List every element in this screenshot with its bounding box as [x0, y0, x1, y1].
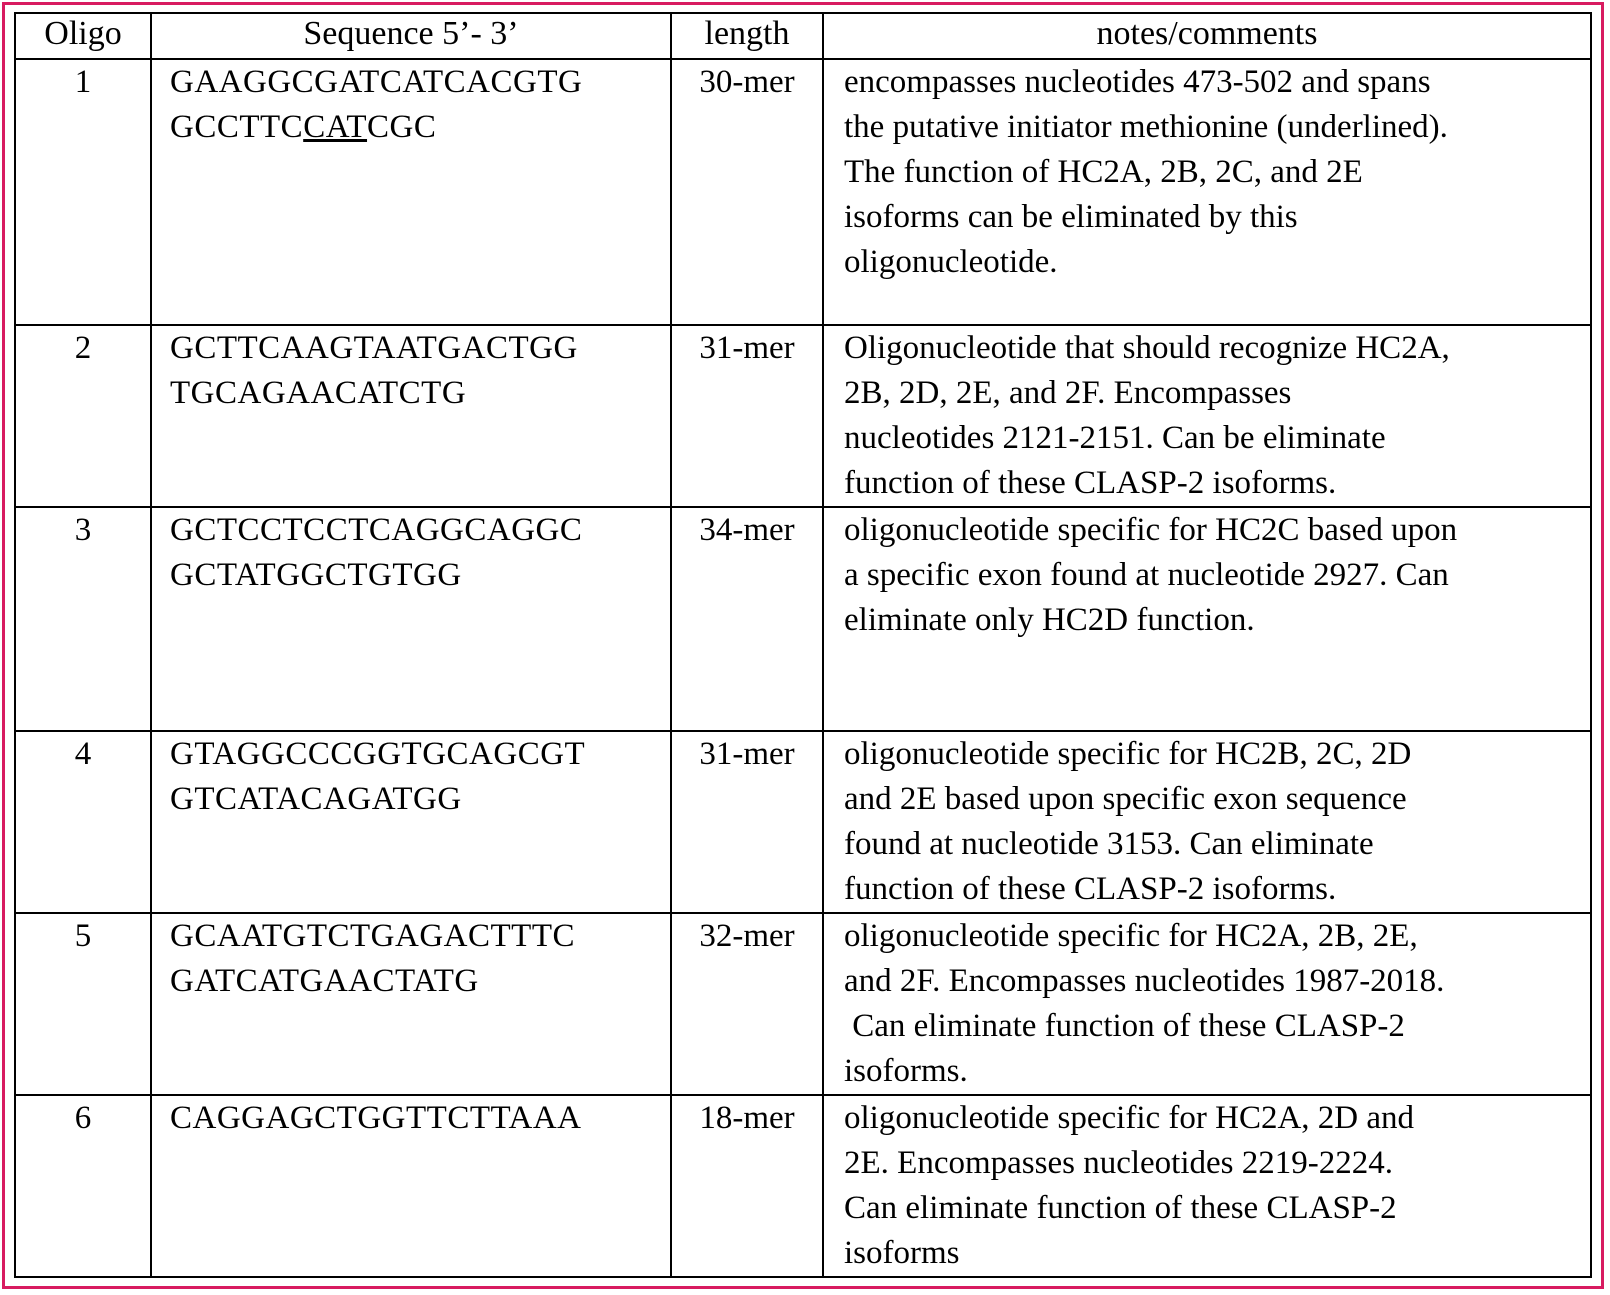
- length-cell: 31-mer: [671, 325, 823, 507]
- note-line: the putative initiator methionine (underlined).: [844, 109, 1448, 145]
- sequence-line: GATCATGAACTATG: [170, 963, 479, 999]
- length-cell: 18-mer: [671, 1095, 823, 1277]
- length-cell: 34-mer: [671, 507, 823, 731]
- length-cell: 32-mer: [671, 913, 823, 1095]
- sequence-line: TGCAGAACATCTG: [170, 375, 467, 411]
- length-cell: 30-mer: [671, 59, 823, 325]
- note-line: oligonucleotide specific for HC2B, 2C, 2D: [844, 736, 1412, 772]
- table-row: [15, 325, 1591, 507]
- notes-cell: [823, 731, 1591, 913]
- header-oligo: Oligo: [15, 13, 151, 59]
- notes-cell: [823, 913, 1591, 1095]
- note-line: and 2E based upon specific exon sequence: [844, 781, 1407, 817]
- sequence-cell: [151, 507, 671, 731]
- notes-cell: [823, 1095, 1591, 1277]
- note-line: 2E. Encompasses nucleotides 2219-2224.: [844, 1145, 1393, 1181]
- note-line: encompasses nucleotides 473-502 and spans: [844, 64, 1431, 100]
- note-line: oligonucleotide specific for HC2A, 2B, 2E,: [844, 918, 1418, 954]
- sequence-line: GTAGGCCCGGTGCAGCGT: [170, 736, 586, 772]
- note-line: Can eliminate function of these CLASP-2: [844, 1008, 1405, 1044]
- oligonucleotide-table: [14, 12, 1592, 1278]
- note-line: Can eliminate function of these CLASP-2: [844, 1190, 1397, 1226]
- oligo-number: 4: [15, 731, 151, 913]
- note-line: oligonucleotide specific for HC2A, 2D and: [844, 1100, 1415, 1136]
- table-row: [15, 731, 1591, 913]
- oligo-number: 5: [15, 913, 151, 1095]
- sequence-line: GTCATACAGATGG: [170, 781, 462, 817]
- notes-cell: [823, 59, 1591, 325]
- note-line: a specific exon found at nucleotide 2927. Can: [844, 557, 1449, 593]
- note-line: oligonucleotide.: [844, 244, 1058, 280]
- sequence-cell: [151, 325, 671, 507]
- sequence-line: GCTCCTCCTCAGGCAGGC: [170, 512, 583, 548]
- note-line: isoforms: [844, 1235, 960, 1271]
- note-line: The function of HC2A, 2B, 2C, and 2E: [844, 154, 1363, 190]
- sequence-line: GCTATGGCTGTGG: [170, 557, 462, 593]
- notes-cell: [823, 325, 1591, 507]
- sequence-line: GCTTCAAGTAATGACTGG: [170, 330, 578, 366]
- table-row: [15, 913, 1591, 1095]
- note-line: oligonucleotide specific for HC2C based upon: [844, 512, 1458, 548]
- header-notes: notes/comments: [823, 13, 1591, 59]
- sequence-fragment: CGC: [367, 109, 437, 145]
- sequence-cell: [151, 59, 671, 325]
- note-line: 2B, 2D, 2E, and 2F. Encompasses: [844, 375, 1292, 411]
- header-length: length: [671, 13, 823, 59]
- note-line: and 2F. Encompasses nucleotides 1987-2018.: [844, 963, 1445, 999]
- note-line: function of these CLASP-2 isoforms.: [844, 465, 1337, 501]
- underlined-start-codon: CAT: [303, 109, 368, 145]
- note-line: Oligonucleotide that should recognize HC2A,: [844, 330, 1450, 366]
- sequence-cell: [151, 731, 671, 913]
- sequence-line: [170, 105, 670, 150]
- oligo-number: 2: [15, 325, 151, 507]
- table-row: [15, 59, 1591, 325]
- sequence-cell: [151, 1095, 671, 1277]
- sequence-line: GCAATGTCTGAGACTTTC: [170, 918, 575, 954]
- note-line: nucleotides 2121-2151. Can be eliminate: [844, 420, 1386, 456]
- note-line: function of these CLASP-2 isoforms.: [844, 871, 1337, 907]
- note-line: isoforms can be eliminated by this: [844, 199, 1298, 235]
- oligo-number: 6: [15, 1095, 151, 1277]
- sequence-cell: [151, 913, 671, 1095]
- note-line: found at nucleotide 3153. Can eliminate: [844, 826, 1374, 862]
- sequence-line: CAGGAGCTGGTTCTTAAA: [170, 1100, 582, 1136]
- header-sequence: Sequence 5’- 3’: [151, 13, 671, 59]
- note-line: eliminate only HC2D function.: [844, 602, 1255, 638]
- note-line: isoforms.: [844, 1053, 968, 1089]
- table-row: [15, 507, 1591, 731]
- notes-cell: [823, 507, 1591, 731]
- sequence-fragment: GCCTTC: [170, 109, 304, 145]
- table-row: [15, 1095, 1591, 1277]
- length-cell: 31-mer: [671, 731, 823, 913]
- sequence-line: GAAGGCGATCATCACGTG: [170, 64, 583, 100]
- header-row: [15, 13, 1591, 59]
- oligo-number: 3: [15, 507, 151, 731]
- oligo-number: 1: [15, 59, 151, 325]
